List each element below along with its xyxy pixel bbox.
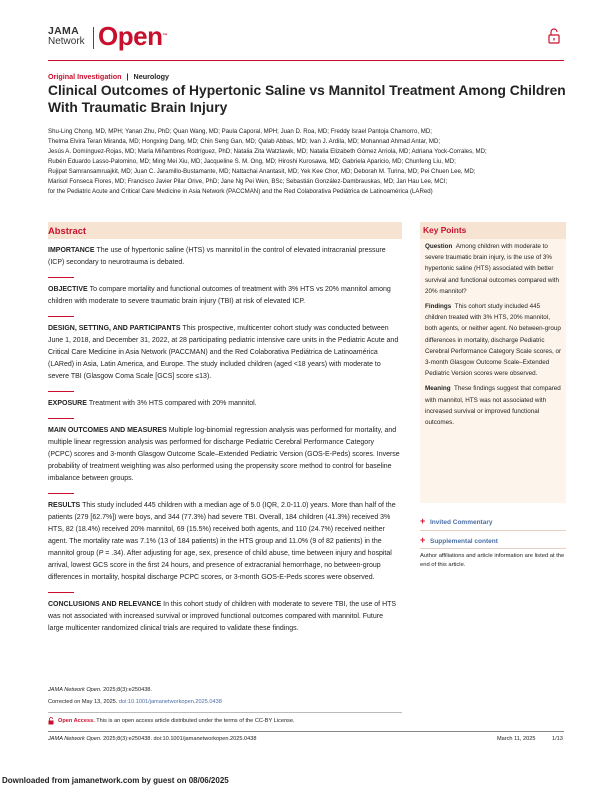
abstract-exposure [48, 398, 400, 410]
section-text: This prospective, multicenter cohort study was conducted between June 1, 2018, and December 31, 2022, at 28 participating pediatric intensive care units in the Pediatric Acute and Critical Care Medicine in Asia Network (PACCMAN) and the Red Colaborativa Pediátrica de Latinoamérica (LARed) in Asia, Latin America, and Europe. The study included children (aged <18 years) with moderate to severe TBI (Glasgow Coma Scale [GCS] score ≤13). [48, 325, 399, 380]
logo-jama: JAMA [48, 25, 79, 37]
open-access-lock-icon [48, 717, 54, 725]
citation-rest: . 2025;8(3):e250438. [100, 687, 152, 693]
key-points-header [420, 222, 566, 239]
download-watermark: Downloaded from jamanetwork.com by guest on 08/06/2025 [2, 776, 229, 785]
section-divider [48, 316, 74, 317]
key-points-heading: Key Points [423, 225, 467, 235]
section-text: To compare mortality and functional outcomes of treatment with 3% HTS vs 20% mannitol among children with moderate to severe traumatic brain injury (TBI) at risk of elevated ICP. [48, 286, 391, 305]
logo-open-text: Open [98, 21, 163, 51]
section-divider [48, 391, 74, 392]
abstract-outcomes [48, 425, 400, 485]
section-text: = .34). After adjusting for age, sex, presence of child abuse, time between injury and hospital arrival, lowest GCS score in the first 24 hours, and presence of extracranial hemorrhage, no between-group differences in mortality, hospital discharge PCPC scores, or 3-month GOS-E-Peds scores were observed. [48, 550, 392, 581]
logo-open [98, 22, 167, 50]
key-point-meaning [425, 383, 563, 428]
article-section: Neurology [133, 72, 170, 81]
correction-text: Corrected on May 13, 2025. [48, 699, 119, 705]
section-label: RESULTS [48, 502, 81, 509]
link-label: Invited Commentary [430, 519, 493, 526]
plus-icon: + [420, 516, 426, 526]
section-text: The use of hypertonic saline (HTS) vs mannitol in the control of elevated intracranial pressure (ICP) secondary to neurotrauma is debated. [48, 247, 386, 266]
abstract-conclusions [48, 599, 400, 635]
author-line: Thelma Elvira Teran Miranda, MD; Hongxing Dang, MD; Chin Seng Gan, MD; Qalab Abbas, MD; Ivan J. Ardila, MD; Mohannad Ahmad Antar, MD; [48, 138, 441, 145]
section-divider [48, 418, 74, 419]
abstract-importance [48, 245, 400, 269]
link-label: Supplemental content [430, 538, 498, 545]
affiliation-note: Author affiliations and article information are listed at the end of this article. [420, 553, 565, 568]
article-type: Original Investigation [48, 72, 122, 81]
author-line: for the Pediatric Acute and Critical Care Medicine in Asia Network (PACCMAN) and the Red Colaborativa Pediátrica de Latinoamérica (LARed) [48, 188, 433, 195]
abstract-objective [48, 284, 400, 308]
key-points-body [425, 239, 563, 432]
section-divider [48, 493, 74, 494]
kp-text: This cohort study included 445 children treated with 3% HTS, 20% mannitol, both agents, or neither agent. No between-group differences in mortality, discharge Pediatric Cerebral Performance Category Scale scores, or 3-month Glasgow Outcome Scale–Extended Pediatric Version scores were observed. [425, 303, 562, 378]
open-lock-icon [548, 28, 560, 44]
doi-link[interactable]: doi:10.1001/jamanetworkopen.2025.0438 [118, 699, 222, 705]
section-text: Treatment with 3% HTS compared with 20% mannitol. [88, 400, 257, 407]
key-point-question [425, 241, 563, 297]
bottom-rule [48, 731, 564, 732]
kp-label: Meaning [425, 385, 451, 393]
article-kicker [48, 72, 169, 81]
link-divider [420, 530, 566, 531]
header-rule [48, 60, 564, 61]
citation [48, 686, 152, 694]
section-text: This study included 445 children with a median age of 5.0 (IQR, 2.0-11.0) years. More than half of the patients (279 [62.7%]) were boys, and 344 (77.3%) had severe TBI. Overall, 184 children (41.3%) received 3% HTS, 82 (18.4%) received 20% mannitol, 69 (15.5%) received both agents, and 110 (24.7%) received neither agent. The mortality rate was 7.1% (13 of 184 patients) in the HTS group and 11.0% (9 of 82 patients) in the mannitol group ( [48, 502, 396, 557]
logo-divider [93, 27, 94, 49]
open-access-text: This is an open access article distributed under the terms of the CC-BY License. [94, 718, 295, 724]
key-point-findings [425, 301, 563, 379]
section-label: IMPORTANCE [48, 247, 95, 254]
section-label: EXPOSURE [48, 400, 87, 407]
section-label: MAIN OUTCOMES AND MEASURES [48, 427, 167, 434]
author-line: Rubén Eduardo Lasso-Palomino, MD; Ming Mei Xiu, MD; Jacqueline S. M. Ong, MD; Hiroshi Kurosawa, MD; Gabriela Aparicio, MD; Chunfeng Liu, MD; [48, 158, 456, 165]
abstract-body [48, 245, 400, 635]
invited-commentary-link[interactable] [420, 516, 493, 526]
footer-journal: JAMA Network Open [48, 736, 101, 742]
running-footer [48, 735, 256, 743]
citation-journal: JAMA Network Open [48, 687, 101, 693]
author-list [48, 127, 568, 197]
plus-icon: + [420, 535, 426, 545]
abstract-results [48, 500, 400, 584]
abstract-heading: Abstract [48, 225, 87, 236]
kp-label: Question [425, 243, 453, 250]
section-divider [48, 277, 74, 278]
correction-note [48, 698, 222, 706]
section-divider [48, 592, 74, 593]
open-access-note [58, 717, 295, 725]
kicker-separator: | [126, 72, 129, 81]
publication-date: March 11, 2025 [497, 736, 536, 742]
section-text: Multiple log-binomial regression analysis was performed for mortality, and multiple linear regression analysis was performed for discharge Pediatric Cerebral Performance Category (PCPC) scores and 3-month Glasgow Outcome Scale–Extended Pediatric Version (GOS-E-Peds) scores. Inverse probability of treatment weighting was also performed using the propensity score method to control for baseline imbalance between groups. [48, 427, 400, 482]
kp-text: Among children with moderate to severe traumatic brain injury, is the use of 3% hypertonic saline (HTS) associated with better survival and functional outcomes compared with 20% mannitol? [425, 243, 560, 295]
article-title: Clinical Outcomes of Hypertonic Saline vs Mannitol Treatment Among Children With Traumatic Brain Injury [48, 83, 566, 115]
author-line: Marisol Fonseca Flores, MD; Francisco Javier Pilar Orive, PhD; Jane Ng Pei Wen, BSc; Sebastián González-Dambrauskas, MD; Jan Hau Lee, MCI; [48, 178, 448, 185]
p-symbol: P [98, 550, 104, 557]
abstract-header [48, 222, 402, 239]
logo-network: Network [48, 36, 85, 47]
author-line: Rujipat Samransamruajkit, MD; Juan C. Jaramillo-Bustamante, MD; Nattachai Anantasit, MD; Yek Kee Chor, MD; Deborah M. Turina, MD; Pei Chuen Lee, MD; [48, 168, 476, 175]
logo-trademark: ™ [162, 33, 167, 39]
page-number: 1/13 [552, 736, 563, 742]
kp-text: These findings suggest that compared with mannitol, HTS was not associated with increased survival or improved functional outcomes. [425, 385, 561, 427]
section-label: OBJECTIVE [48, 286, 88, 293]
author-line: Jesús A. Domínguez-Rojas, MD; María Miñambres Rodríguez, PhD; Natalia Zita Watzlawik, MD; Natalia Elizabeth Gómez Arriola, MD; Adriana Yock-Corrales, MD; [48, 148, 487, 155]
supplemental-content-link[interactable] [420, 535, 498, 545]
open-access-label: Open Access. [58, 718, 95, 724]
section-label: DESIGN, SETTING, AND PARTICIPANTS [48, 325, 181, 332]
link-divider [420, 548, 566, 549]
section-text: In this cohort study of children with moderate to severe TBI, the use of HTS was not associated with increased survival or improved functional outcomes compared with mannitol. Future large multicenter randomized clinical trials are required to validate these findings. [48, 601, 397, 632]
section-label: CONCLUSIONS AND RELEVANCE [48, 601, 162, 608]
author-line: Shu-Ling Chong, MD, MPH; Yanan Zhu, PhD; Quan Wang, MD; Paula Caporal, MPH; Juan D. Roa, MD; Freddy Israel Pantoja Chamorro, MD; [48, 128, 432, 135]
kp-label: Findings [425, 303, 452, 311]
footer-rule [48, 712, 402, 713]
abstract-design [48, 323, 400, 383]
footer-citation: . 2025;8(3):e250438. doi:10.1001/jamanetworkopen.2025.0438 [100, 736, 257, 742]
